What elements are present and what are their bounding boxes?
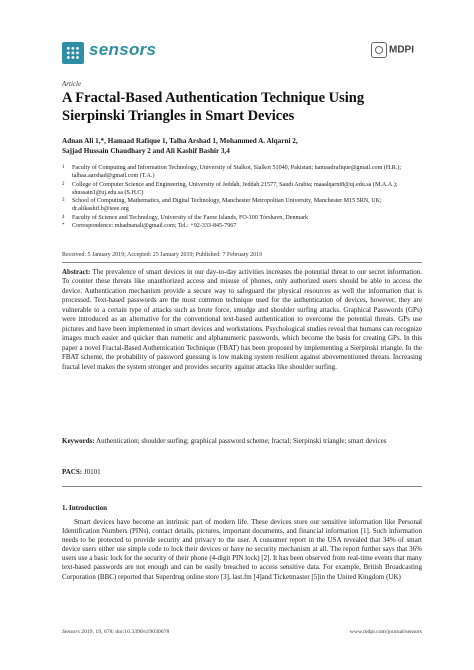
- correspondence-text: Correspondence: mhadnanali@gmail.com; Tel.: +92-333-845-7967: [72, 223, 237, 230]
- publisher-name: MDPI: [389, 44, 414, 56]
- affiliation-text: Faculty of Computing and Information Technology, University of Sialkot, Sialkot 51040, Pakistan; hamaadrafique@gmail.com (H.R.); talhaa.aarshad@gmail.com (T.A.): [72, 165, 402, 180]
- abstract: [62, 268, 422, 372]
- article-type: Article: [62, 80, 82, 88]
- divider: [62, 486, 422, 487]
- keywords-text: Authentication; shoulder surfing; graphical password scheme; fractal; Sierpinski triangle; smart devices: [96, 437, 387, 445]
- keywords-label: Keywords:: [62, 437, 95, 445]
- affiliation-item: [62, 181, 422, 198]
- mdpi-logo-icon: [371, 42, 387, 58]
- footer-citation: [62, 629, 169, 635]
- abstract-label: Abstract:: [62, 268, 91, 276]
- pacs: [62, 468, 422, 476]
- affiliation-number: 4: [62, 214, 65, 220]
- abstract-text: The prevalence of smart devices in our day-to-day activities increases the potential threat to our secret information. To counter these threats like unauthorized access and misuse of phones, only authorized users should be able to access the device. Authentication mechanism provide a secure way to safeguard the physical resources as well the information that is processed. Text-based passwords are the most common technique used for the authentication of devices, however, they are vulnerable to a certain type of attacks such as brute force, smudge and shoulder surfing attacks. Graphical Passwords (GPs) were introduced as an alternative for the conventional text-based authentication to overcome the potential threats. GPs use pictures and have been implemented in smart devices and workstations. Psychological studies reveal that humans can recognize images much easier and quicker than numeric and alphanumeric passwords, which become the basis for creating GPs. In this paper a novel Fractal-Based Authentication Technique (FBAT) has been proposed by implementing a Sierpinski triangle. In the FBAT scheme, the probability of password guessing is low making system resilient against abovementioned threats. Increasing fractal level makes the system stronger and provides security against attacks like shoulder surfing.: [62, 268, 423, 371]
- paper-title: A Fractal-Based Authentication Technique Using Sierpinski Triangles in Smart Devices: [62, 90, 365, 124]
- sensors-logo-icon: [62, 42, 84, 64]
- pacs-label: PACS:: [62, 468, 83, 476]
- affiliation-item: [62, 214, 422, 222]
- keywords: [62, 437, 422, 446]
- journal-header: [62, 40, 414, 70]
- journal-name: sensors: [89, 40, 157, 59]
- footer-journal: Sensors: [62, 629, 80, 635]
- correspondence: [62, 222, 422, 230]
- authors-line-2: Sajjad Hussain Chaudhary 2 and Ali Kashif Bashir 3,4: [62, 147, 230, 155]
- affiliation-item: [62, 197, 422, 214]
- author-list: [62, 136, 422, 156]
- intro-paragraph: Smart devices have become an intrinsic part of modern life. These devices store our sensitive information like Personal Identification Numbers (PINs), contact details, pictures, important documents, and financial information [1]. Such information needs to be protected to provide security and privacy to the user. A consumer report in the USA revealed that 34% of smart device users either use simple code to lock their devices or have no security mechanism at all. The report further says that 36% users use a basic lock for the security of their phone (4-digit PIN lock) [2]. It has been observed from real-time events that many text-based passwords are not enough and can be easily breached to access sensitive data. For example, British Broadcasting Corporation (BBC) reported that Superdrug online store [3], last.fm [4]and Ticketmaster [5]in the United Kingdom (UK): [62, 518, 422, 581]
- affiliation-item: [62, 164, 422, 181]
- affiliations: [62, 164, 422, 230]
- divider: [62, 262, 422, 263]
- affiliation-number: 1: [62, 165, 65, 170]
- section-heading: 1. Introduction: [62, 504, 107, 512]
- publication-dates: Received: 5 January 2019; Accepted: 25 January 2019; Published: 7 February 2019: [62, 252, 263, 258]
- affiliation-number: 2: [62, 181, 65, 187]
- publisher-logo: [371, 42, 414, 58]
- authors-line-1: Adnan Ali 1,*, Hamaad Rafique 1, Talha Arshad 1, Mohammed A. Alqarni 2,: [62, 137, 298, 145]
- pacs-code: J0101: [83, 468, 101, 476]
- correspondence-mark: *: [62, 223, 65, 229]
- affiliation-text: School of Computing, Mathematics, and Digital Technology, Manchester Metropolitan University, Manchester M15 5RN, UK; dr.alikashif.b@ieee.org: [72, 198, 382, 213]
- affiliation-number: 3: [62, 198, 65, 204]
- footer-doi: 2019, 19, 678; doi:10.3390/s19030678: [81, 629, 170, 635]
- affiliation-text: Faculty of Science and Technology, University of the Faroe Islands, FO-100 Tórshavn, Denmark: [72, 214, 309, 221]
- footer-url[interactable]: www.mdpi.com/journal/sensors: [349, 629, 422, 635]
- affiliation-text: College of Computer Science and Engineering, University of Jeddah, Jeddah 21577, Saudi Arabia; maaalqarni8@uj.edu.sa (M.A.A.); shussain1@uj.edu.sa (S.H.C): [72, 181, 398, 196]
